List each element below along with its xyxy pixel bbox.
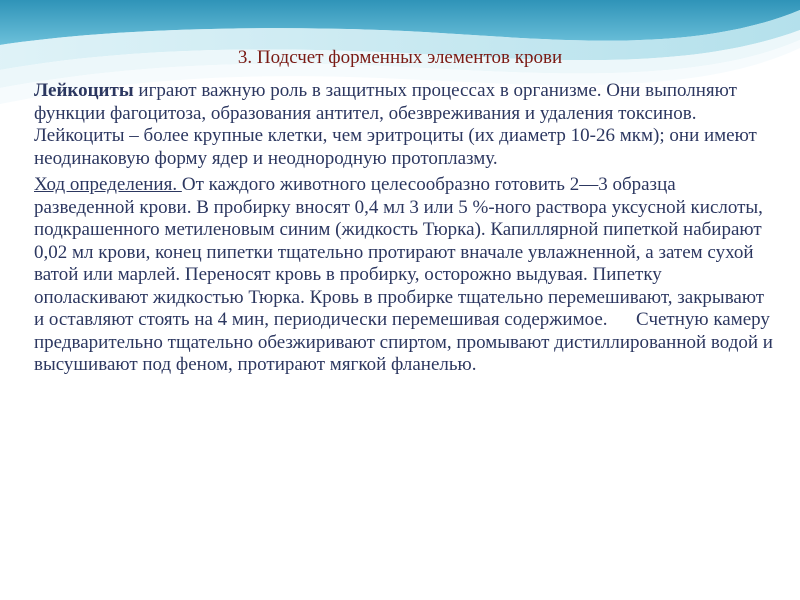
paragraph-leukocytes-text: играют важную роль в защитных процессах в организме. Они выполняют функции фагоцитоза, образования антител, обезвреживания и удаления токсинов. Лейкоциты – более крупные клетки, чем эритроциты (их диаметр 10-26 мкм); они имеют неодинаковую форму ядер и неоднородную протоплазму.	[34, 80, 757, 169]
term-leukocytes: Лейкоциты	[34, 80, 134, 101]
paragraph-procedure-text: От каждого животного целесообразно готовить 2—3 образца разведенной крови. В пробирку вносят 0,4 мл 3 или 5 %-ного раствора уксусной кислоты, подкрашенного метиленовым синим (жидкость Тюрка). Капиллярной пипеткой набирают 0,02 мл крови, конец пипетки тщательно протирают вначале увлажненной, а затем сухой ватой или марлей. Переносят кровь в пробирку, осторожно выдувая. Пипетку ополаскивают жидкостью Тюрка. Кровь в пробирке тщательно перемешивают, закрывают и оставляют стоять на 4 мин, периодически перемешивая содержимое. Счетную камеру предварительно тщательно обезжиривают спиртом, промывают дистиллированной водой и высушивают под феном, протирают мягкой фланелью.	[34, 174, 778, 375]
slide-title: 3. Подсчет форменных элементов крови	[237, 47, 563, 68]
paragraph-leukocytes	[34, 80, 778, 170]
procedure-heading: Ход определения.	[34, 174, 182, 195]
slide-body	[34, 80, 778, 377]
paragraph-procedure	[34, 174, 778, 377]
